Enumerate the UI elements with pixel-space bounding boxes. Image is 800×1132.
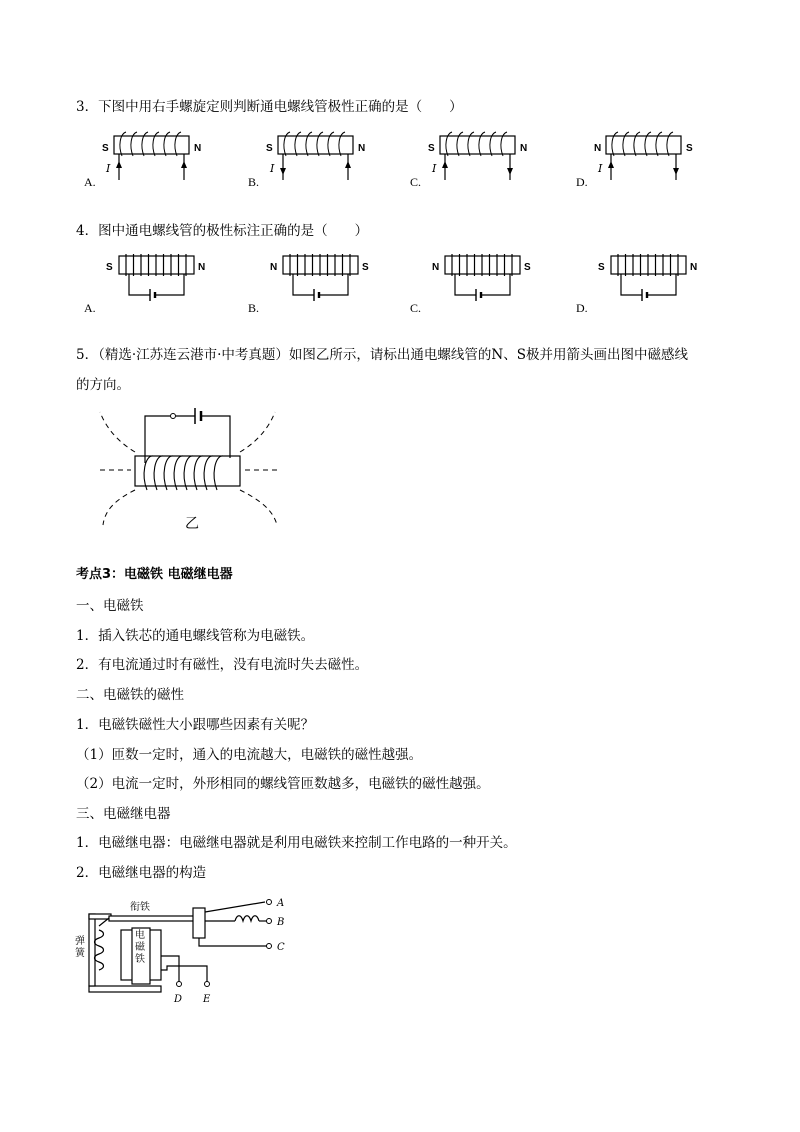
q4-right-pole: N: [198, 262, 206, 273]
section-line-1: 一、电磁铁: [76, 598, 144, 614]
relay-terminal-a: A: [277, 898, 285, 909]
q4-option-label: B.: [248, 301, 260, 315]
q3-option-label: A.: [84, 175, 96, 189]
q3-option-4: [576, 128, 696, 193]
section-line-2: 1．插入铁芯的通电螺线管称为电磁铁。: [76, 628, 315, 644]
q3-right-pole: N: [358, 143, 366, 154]
relay-terminal-e: E: [203, 994, 211, 1005]
section-line-9: 1．电磁继电器：电磁继电器就是利用电磁铁来控制工作电路的一种开关。: [76, 835, 517, 851]
q3-option-2: [248, 128, 368, 193]
q4-option-1: [84, 250, 214, 315]
section-line-6: （1）匝数一定时，通入的电流越大，电磁铁的磁性越强。: [76, 747, 423, 763]
q4-text: 4．图中通电螺线管的极性标注正确的是（ ）: [76, 223, 369, 239]
q4-left-pole: S: [106, 262, 113, 273]
q5-figure: [95, 400, 305, 535]
section-line-8: 三、电磁继电器: [76, 806, 171, 822]
q4-option-2: [248, 250, 378, 315]
q4-right-pole: S: [524, 262, 531, 273]
q4-left-pole: N: [270, 262, 278, 273]
q3-left-pole: S: [102, 143, 109, 154]
relay-terminal-c: C: [277, 942, 285, 953]
q3-left-pole: S: [428, 143, 435, 154]
section-line-4: 二、电磁铁的磁性: [76, 687, 184, 703]
section-line-10: 2．电磁继电器的构造: [76, 865, 207, 881]
q5-line2: 的方向。: [76, 377, 130, 393]
q3-left-pole: S: [266, 143, 273, 154]
relay-terminal-b: B: [277, 917, 285, 928]
q4-left-pole: N: [432, 262, 440, 273]
q4-right-pole: N: [690, 262, 698, 273]
relay-figure: [85, 890, 295, 1010]
section-title: 考点3：电磁铁 电磁继电器: [76, 567, 233, 582]
q3-right-pole: N: [520, 143, 528, 154]
q5-line1: 5．（精选·江苏连云港市·中考真题）如图乙所示，请标出通电螺线管的N、S极并用箭头画出图中磁感线: [76, 347, 688, 363]
q4-option-4: [576, 250, 706, 315]
q3-option-1: [84, 128, 204, 193]
relay-spring-label: 弹簧: [75, 936, 85, 959]
q5-caption: 乙: [185, 516, 199, 532]
q3-current-label: I: [432, 162, 437, 175]
q4-left-pole: S: [598, 262, 605, 273]
q3-right-pole: N: [194, 143, 202, 154]
relay-core-label: 电磁铁: [135, 930, 145, 965]
q3-option-label: D.: [576, 175, 588, 189]
relay-terminal-d: D: [174, 994, 183, 1005]
q3-text: 3．下图中用右手螺旋定则判断通电螺线管极性正确的是（ ）: [76, 99, 463, 115]
section-line-3: 2．有电流通过时有磁性，没有电流时失去磁性。: [76, 657, 369, 673]
section-line-7: （2）电流一定时，外形相同的螺线管匝数越多，电磁铁的磁性越强。: [76, 776, 490, 792]
q3-current-label: I: [270, 162, 275, 175]
q4-option-label: A.: [84, 301, 96, 315]
relay-armature-label: 衔铁: [130, 902, 150, 913]
q3-option-label: C.: [410, 175, 422, 189]
q3-right-pole: S: [686, 143, 693, 154]
q3-current-label: I: [598, 162, 603, 175]
q3-left-pole: N: [594, 143, 602, 154]
q3-option-label: B.: [248, 175, 260, 189]
q4-option-3: [410, 250, 540, 315]
q4-right-pole: S: [362, 262, 369, 273]
q4-option-label: D.: [576, 301, 588, 315]
q4-option-label: C.: [410, 301, 422, 315]
section-line-5: 1．电磁铁磁性大小跟哪些因素有关呢？: [76, 717, 315, 733]
q3-option-3: [410, 128, 530, 193]
q3-current-label: I: [106, 162, 111, 175]
